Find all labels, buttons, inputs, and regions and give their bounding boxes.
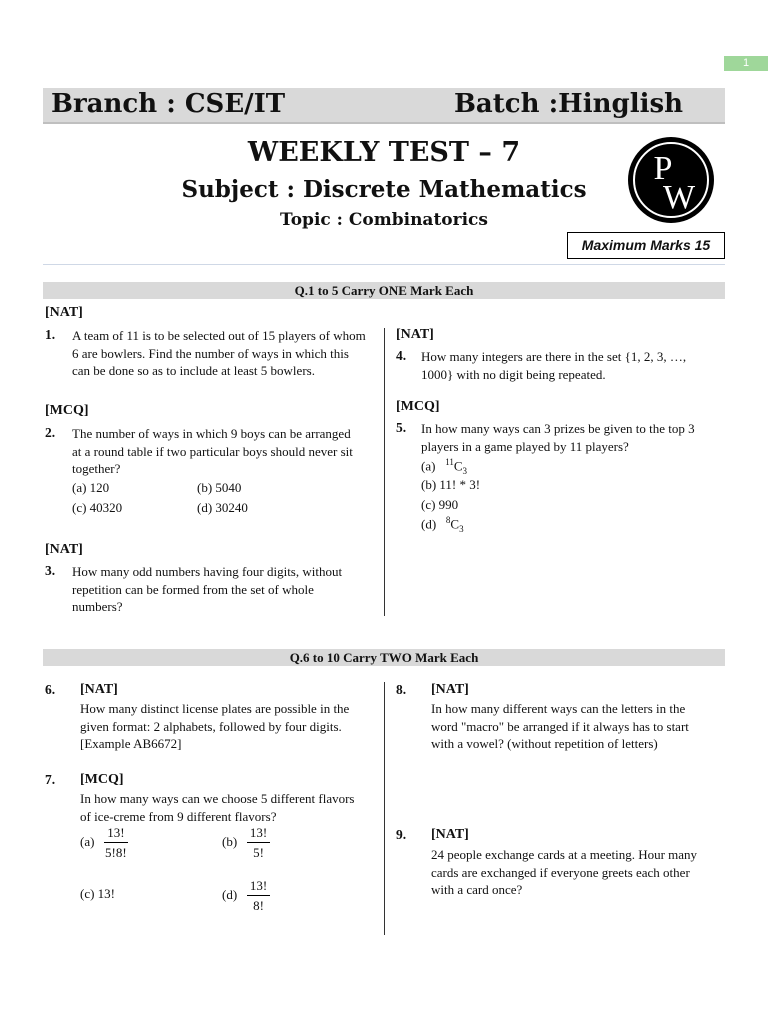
q7-option-a: (a) $\frac{13!}{5!8!}$ [80, 825, 127, 860]
maximum-marks-box: Maximum Marks 15 [567, 232, 725, 259]
q2-tag: [MCQ] [45, 403, 89, 418]
subject-title: Subject : Discrete Mathematics [181, 176, 587, 203]
q5-text: In how many ways can 3 prizes be given to the top 3 players in a game played by 11 players? [421, 421, 695, 454]
batch-label: Batch :Hinglish [453, 89, 683, 119]
q6-tag: [NAT] [80, 682, 118, 697]
q4-tag: [NAT] [396, 327, 434, 342]
q7-text: In how many ways can we choose 5 different flavors of ice-creme from 9 different flavors? [80, 791, 355, 824]
divider [43, 264, 725, 265]
q9-number: 9. [396, 827, 407, 842]
q3-text: How many odd numbers having four digits, without repetition can be formed from the set of whole numbers? [72, 564, 343, 614]
q3-tag: [NAT] [45, 542, 83, 557]
q2-number: 2. [45, 425, 56, 440]
logo-letter-p: P [653, 150, 673, 187]
header-bar [43, 88, 725, 124]
q2-option-b: (b) 5040 [197, 480, 242, 495]
q9-tag: [NAT] [431, 827, 469, 842]
q7-option-c: (c) 13! [80, 886, 116, 901]
q2-option-c: (c) 40320 [72, 500, 123, 515]
q4-number: 4. [396, 348, 407, 363]
q7-option-d: (d) $\frac{13!}{8!}$ [222, 878, 270, 914]
pw-logo [627, 136, 715, 224]
column-divider [384, 682, 385, 935]
section-heading-two-mark: Q.6 to 10 Carry TWO Mark Each [43, 649, 725, 666]
q6-text: How many distinct license plates are possible in the given format: 2 alphabets, followed by four digits. [Example AB6672] [80, 701, 350, 751]
q1-tag: [NAT] [45, 305, 83, 320]
branch-label: Branch : CSE/IT [51, 89, 286, 119]
q4-text: How many integers are there in the set {1, 2, 3, …, 1000} with no digit being repeated. [421, 349, 687, 382]
test-title: WEEKLY TEST – 7 [247, 137, 521, 168]
q6-number: 6. [45, 682, 56, 697]
q8-text: In how many different ways can the letters in the word "macro" be arranged if it always has to start with a vowel? (without repetition of letters) [431, 701, 689, 751]
q7-option-b: (b) $\frac{13!}{5!}$ [222, 825, 270, 861]
q7-tag: [MCQ] [80, 772, 124, 787]
q1-text: A team of 11 is to be selected out of 15 players of whom 6 are bowlers. Find the number of ways in which this can be done so as to include at least 5 bowlers. [72, 328, 366, 378]
logo-letter-w: W [662, 179, 696, 216]
q2-option-d: (d) 30240 [197, 500, 248, 515]
q1-number: 1. [45, 327, 56, 342]
q2-text: The number of ways in which 9 boys can be arranged at a round table if two particular boys should never sit together? [72, 426, 353, 476]
page-number: 1 [724, 56, 768, 71]
q5-option-c: (c) 990 [421, 497, 459, 512]
q8-number: 8. [396, 682, 407, 697]
q7-number: 7. [45, 772, 56, 787]
q2-option-a: (a) 120 [72, 480, 110, 495]
q3-number: 3. [45, 563, 56, 578]
topic-title: Topic : Combinatorics [280, 210, 488, 230]
q5-option-a: (a) $^{11}C_3$ [421, 457, 468, 476]
q8-tag: [NAT] [431, 682, 469, 697]
q5-number: 5. [396, 420, 407, 435]
column-divider [384, 328, 385, 616]
q5-option-d: (d) $^8C_3$ [421, 515, 464, 534]
q5-option-b: (b) 11! * 3! [421, 477, 481, 492]
section-heading-one-mark: Q.1 to 5 Carry ONE Mark Each [43, 282, 725, 299]
q5-tag: [MCQ] [396, 399, 440, 414]
q9-text: 24 people exchange cards at a meeting. Hour many cards are exchanged if everyone greets each other with a card once? [431, 847, 698, 897]
